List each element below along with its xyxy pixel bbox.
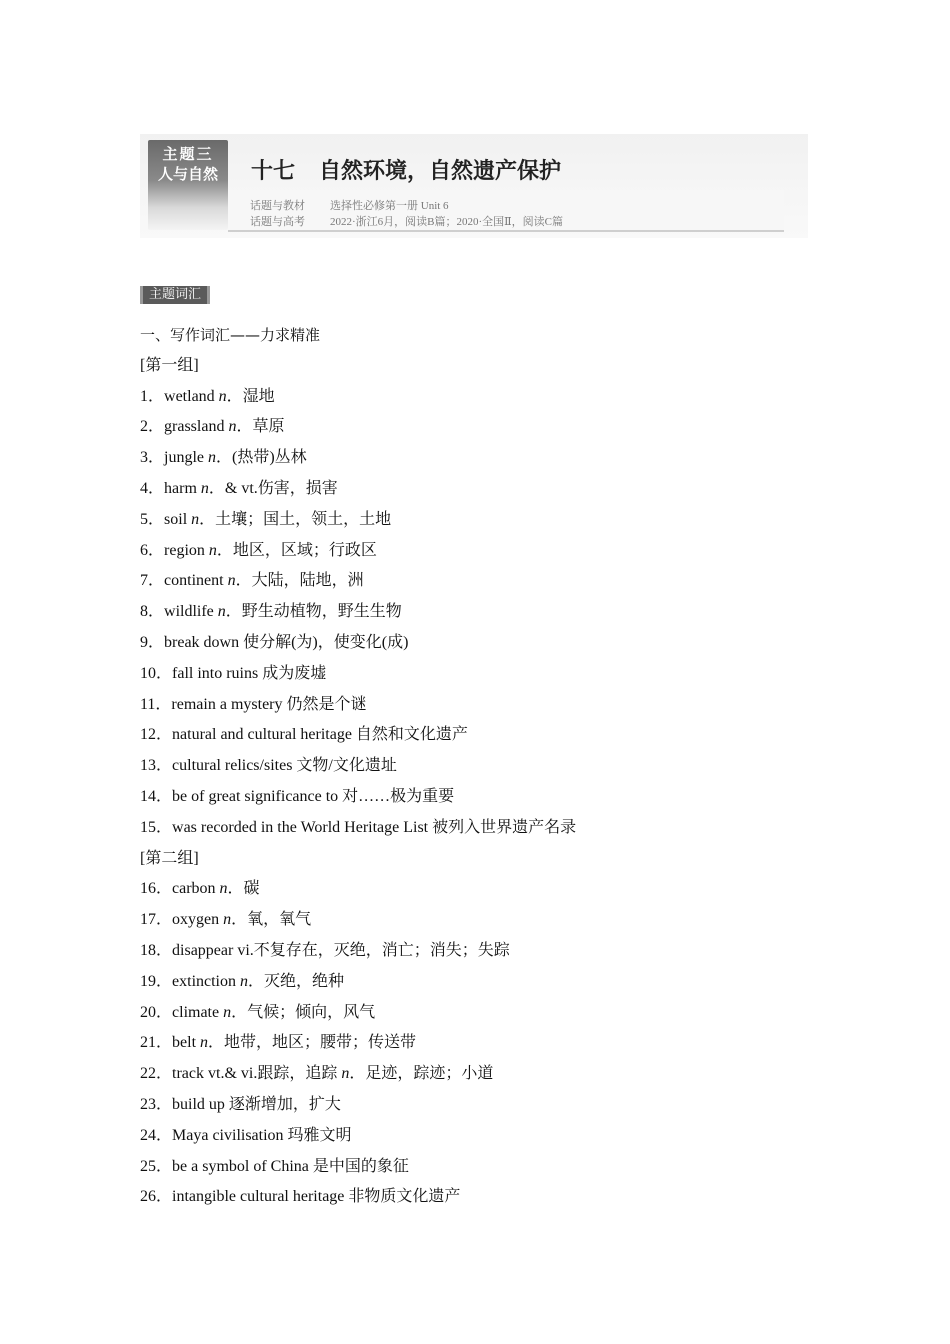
vocab-item (140, 874, 840, 905)
vocab-num: 25． (140, 1157, 173, 1175)
vocab-num: 11． (140, 695, 172, 713)
vocab-term: be a symbol of China 是中国的象征 (172, 1157, 409, 1175)
vocab-item (140, 1028, 840, 1059)
title-number: 十七 (251, 159, 296, 184)
vocab-num: 22． (140, 1065, 173, 1083)
vocab-num: 4． (140, 479, 165, 497)
vocab-def: ．地带，地区；腰带；传送带 (208, 1034, 417, 1052)
vocab-num: 8． (140, 603, 165, 621)
vocab-term: continent (164, 572, 228, 590)
badge-line-2: 人与自然 (157, 165, 218, 183)
vocab-term: region (164, 541, 209, 559)
vocab-pos: n (341, 1065, 350, 1083)
vocab-list-group1 (140, 382, 840, 844)
vocab-def: ．大陆，陆地，洲 (235, 572, 364, 590)
vocab-item (140, 412, 840, 443)
topic-header (140, 134, 808, 238)
vocab-term: fall into ruins 成为废墟 (172, 664, 327, 682)
vocab-term: wetland (164, 387, 219, 405)
vocab-num: 19． (140, 972, 173, 990)
vocab-item (140, 1152, 840, 1183)
meta-value: 2022·浙江6月，阅读B篇；2020·全国Ⅱ，阅读C篇 (330, 216, 563, 228)
vocab-pos: n (191, 510, 200, 528)
vocab-def: ．地区，区域；行政区 (216, 541, 377, 559)
meta-row (250, 213, 563, 229)
vocab-item (140, 536, 840, 567)
vocab-pos: n (227, 572, 236, 590)
vocab-num: 16． (140, 880, 173, 898)
vocab-def: ．足迹，踪迹；小道 (349, 1065, 494, 1083)
vocab-pos: n (200, 1034, 209, 1052)
vocab-num: 17． (140, 911, 173, 929)
vocab-num: 12． (140, 726, 173, 744)
vocab-num: 21． (140, 1034, 173, 1052)
vocab-item (140, 597, 840, 628)
vocab-num: 23． (140, 1095, 173, 1113)
vocab-item (140, 659, 840, 690)
vocab-pos: n (223, 911, 232, 929)
vocab-item (140, 566, 840, 597)
group-label: [第二组] (140, 849, 199, 867)
section-tag: 主题词汇 (140, 286, 210, 304)
vocab-pos: n (223, 1003, 232, 1021)
vocab-num: 6． (140, 541, 165, 559)
vocab-num: 14． (140, 787, 173, 805)
vocab-term: carbon (172, 880, 220, 898)
vocab-num: 3． (140, 449, 165, 467)
vocab-def: ．氧，氧气 (231, 911, 312, 929)
badge-line-1: 主题三 (162, 145, 214, 163)
vocab-item (140, 382, 840, 413)
vocab-list-group2 (140, 874, 840, 1213)
vocab-term: oxygen (172, 911, 224, 929)
vocab-num: 9． (140, 633, 165, 651)
vocab-item (140, 505, 840, 536)
vocab-item (140, 443, 840, 474)
topic-meta (228, 190, 784, 232)
vocab-item (140, 628, 840, 659)
vocab-term: harm (164, 479, 201, 497)
vocab-term: jungle (164, 449, 209, 467)
vocab-num: 7． (140, 572, 165, 590)
vocab-def: ．草原 (236, 418, 285, 436)
vocab-pos: n (228, 418, 237, 436)
vocab-def: ．湿地 (226, 387, 275, 405)
meta-label: 话题与高考 (250, 216, 305, 228)
vocab-num: 24． (140, 1126, 173, 1144)
vocab-term: extinction (172, 972, 240, 990)
title-text: 自然环境，自然遗产保护 (319, 159, 562, 184)
vocab-term: track vt.& vi.跟踪，追踪 (172, 1065, 342, 1083)
vocab-item (140, 967, 840, 998)
vocab-term: intangible cultural heritage 非物质文化遗产 (172, 1188, 461, 1206)
vocab-item (140, 751, 840, 782)
meta-label: 话题与教材 (250, 200, 305, 212)
vocab-pos: n (218, 387, 227, 405)
vocab-item (140, 813, 840, 844)
vocab-num: 15． (140, 818, 173, 836)
vocab-item (140, 936, 840, 967)
vocab-term: break down 使分解(为)，使变化(成) (164, 633, 409, 651)
vocab-pos: n (208, 541, 217, 559)
vocab-num: 18． (140, 941, 173, 959)
vocab-term: belt (172, 1034, 201, 1052)
vocab-item (140, 474, 840, 505)
vocab-item (140, 782, 840, 813)
meta-value: 选择性必修第一册 Unit 6 (330, 200, 449, 212)
vocab-item (140, 998, 840, 1029)
vocab-content (140, 320, 840, 1213)
vocab-term: natural and cultural heritage 自然和文化遗产 (172, 726, 468, 744)
vocab-term: grassland (164, 418, 229, 436)
meta-row (250, 197, 449, 213)
vocab-term: soil (164, 510, 192, 528)
vocab-pos: n (217, 603, 226, 621)
vocab-item (140, 1059, 840, 1090)
vocab-term: remain a mystery 仍然是个谜 (171, 695, 367, 713)
vocab-pos: n (208, 449, 217, 467)
vocab-term: be of great significance to 对……极为重要 (172, 787, 455, 805)
vocab-item (140, 720, 840, 751)
vocab-def: ．野生动植物，野生生物 (225, 603, 402, 621)
vocab-num: 26． (140, 1188, 173, 1206)
vocab-pos: n (200, 479, 209, 497)
page-title (251, 154, 561, 185)
vocab-term: disappear vi.不复存在，灭绝，消亡；消失；失踪 (172, 941, 510, 959)
vocab-item (140, 1121, 840, 1152)
vocab-num: 20． (140, 1003, 173, 1021)
vocab-term: cultural relics/sites 文物/文化遗址 (172, 757, 397, 775)
vocab-item (140, 1090, 840, 1121)
vocab-num: 2． (140, 418, 165, 436)
vocab-pos: n (240, 972, 248, 990)
vocab-num: 13． (140, 757, 173, 775)
vocab-def: ．土壤；国土，领土，土地 (199, 510, 392, 528)
vocab-term: was recorded in the World Heritage List 被列入世界遗产名录 (172, 818, 577, 836)
vocab-term: climate (172, 1003, 224, 1021)
group-label: [第一组] (140, 356, 199, 374)
vocab-pos: n (219, 880, 228, 898)
vocab-def: ．(热带)丛林 (216, 449, 307, 467)
vocab-term: wildlife (164, 603, 218, 621)
vocab-def: ．碳 (227, 880, 260, 898)
vocab-def: ．气候；倾向，风气 (231, 1003, 376, 1021)
vocab-def: ．& vt.伤害，损害 (208, 479, 338, 497)
vocab-item (140, 690, 840, 721)
vocab-item (140, 1182, 840, 1213)
topic-badge (148, 140, 228, 230)
vocab-term: build up 逐渐增加，扩大 (172, 1095, 341, 1113)
vocab-def: ．灭绝，绝种 (248, 972, 345, 990)
vocab-term: Maya civilisation 玛雅文明 (172, 1126, 352, 1144)
vocab-item (140, 905, 840, 936)
section-heading: 一、写作词汇——力求精准 (140, 326, 321, 344)
vocab-num: 1． (140, 387, 165, 405)
vocab-num: 5． (140, 510, 165, 528)
vocab-num: 10． (140, 664, 173, 682)
